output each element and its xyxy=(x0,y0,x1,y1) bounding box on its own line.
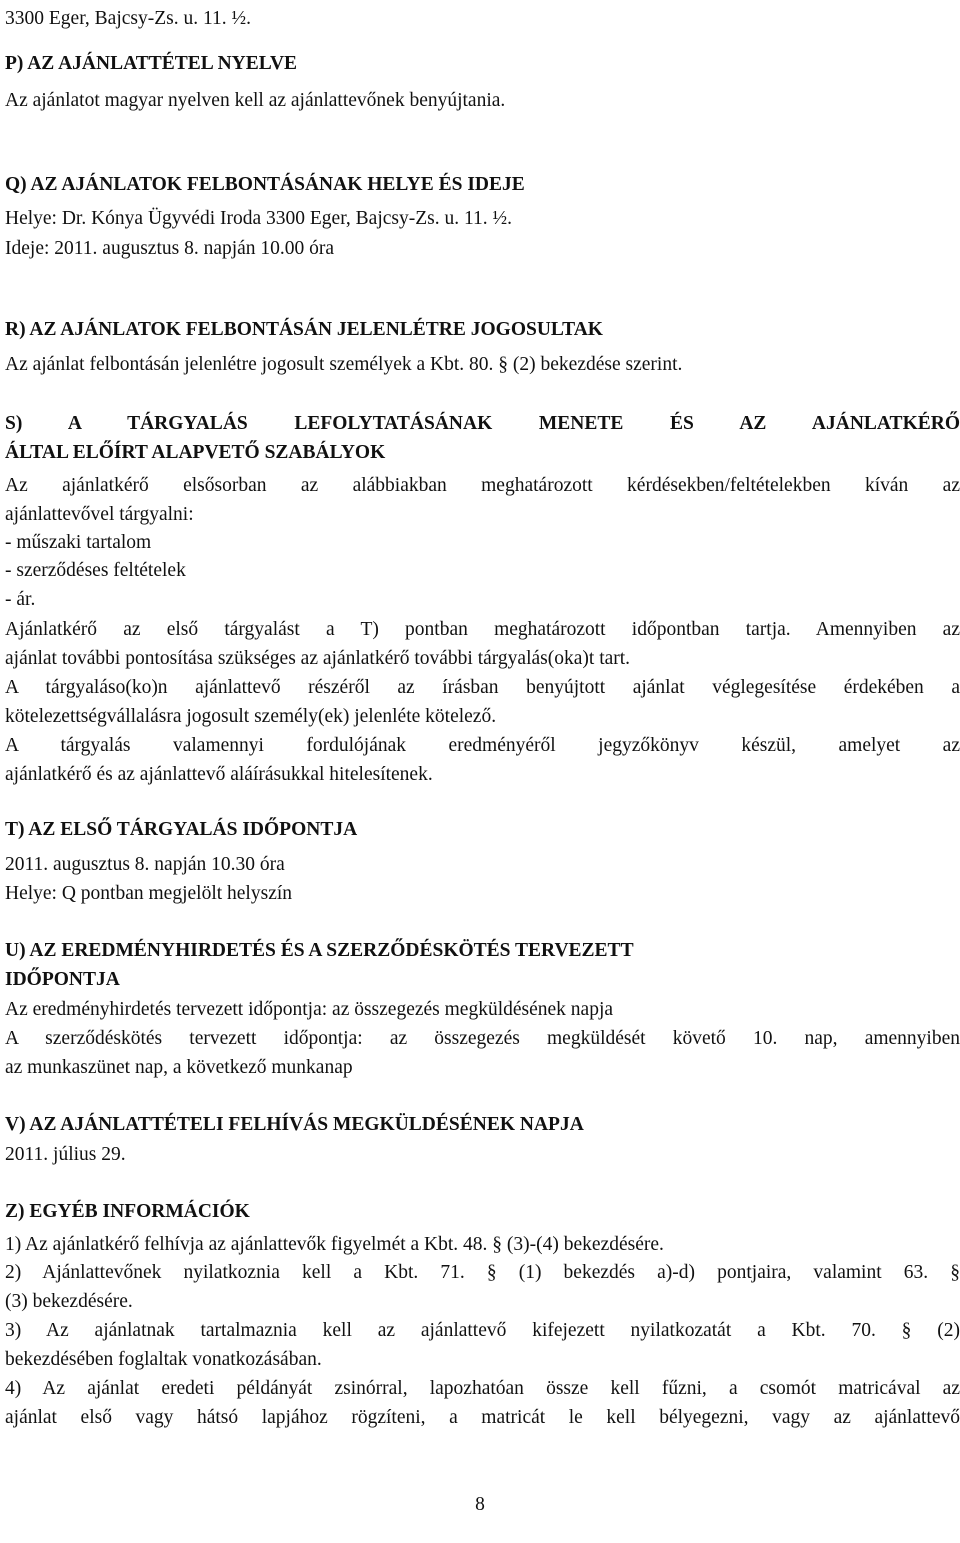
section-s-paragraph-1-line-2: ajánlattevővel tárgyalni: xyxy=(5,504,194,525)
section-u-contract-date-line-2: az munkaszünet nap, a következő munkanap xyxy=(5,1057,353,1078)
section-u-contract-date-line-1: A szerződéskötés tervezett időpontja: az összegezés megküldését követő 10. nap, amennyiben xyxy=(5,1028,960,1049)
section-z-item-4-line-1: 4) Az ajánlat eredeti példányát zsinórral, lapozhatóan össze kell fűzni, a csomót matricával az xyxy=(5,1378,960,1399)
section-p-heading: P) AZ AJÁNLATTÉTEL NYELVE xyxy=(5,53,298,74)
section-s-paragraph-2-line-1: Ajánlatkérő az első tárgyalást a T) pontban meghatározott időpontban tartja. Amennyiben az xyxy=(5,619,960,640)
section-z-item-3-line-2: bekezdésében foglaltak vonatkozásában. xyxy=(5,1349,322,1370)
section-z-item-2-line-1: 2) Ajánlattevőnek nyilatkoznia kell a Kbt. 71. § (1) bekezdés a)-d) pontjaira, valamint 63. § xyxy=(5,1262,960,1283)
list-item: - műszaki tartalom xyxy=(5,532,152,553)
section-q-place: Helye: Dr. Kónya Ügyvédi Iroda 3300 Eger, Bajcsy-Zs. u. 11. ½. xyxy=(5,208,513,229)
list-item: - ár. xyxy=(5,589,36,610)
section-t-heading: T) AZ ELSŐ TÁRGYALÁS IDŐPONTJA xyxy=(5,819,358,840)
section-s-paragraph-4-line-2: ajánlatkérő és az ajánlattevő aláírásukkal hitelesítenek. xyxy=(5,764,433,785)
section-z-heading: Z) EGYÉB INFORMÁCIÓK xyxy=(5,1201,250,1222)
section-q-heading: Q) AZ AJÁNLATOK FELBONTÁSÁNAK HELYE ÉS IDEJE xyxy=(5,174,525,195)
section-t-date: 2011. augusztus 8. napján 10.30 óra xyxy=(5,854,285,875)
section-u-result-date: Az eredményhirdetés tervezett időpontja: az összegezés megküldésének napja xyxy=(5,999,614,1020)
address-line: 3300 Eger, Bajcsy-Zs. u. 11. ½. xyxy=(5,8,251,29)
section-p-text: Az ajánlatot magyar nyelven kell az ajánlattevőnek benyújtania. xyxy=(5,90,506,111)
section-z-item-2-line-2: (3) bekezdésére. xyxy=(5,1291,133,1312)
section-q-time: Ideje: 2011. augusztus 8. napján 10.00 óra xyxy=(5,238,335,259)
section-z-item-3-line-1: 3) Az ajánlatnak tartalmaznia kell az ajánlattevő kifejezett nyilatkozatát a Kbt. 70. § (2) xyxy=(5,1320,960,1341)
section-r-text: Az ajánlat felbontásán jelenlétre jogosult személyek a Kbt. 80. § (2) bekezdése szerint. xyxy=(5,354,683,375)
section-z-item-4-line-2: ajánlat első vagy hátsó lapjához rögzíteni, a matricát le kell bélyegezni, vagy az ajánlattevő xyxy=(5,1407,960,1428)
section-s-paragraph-3-line-2: kötelezettségvállalásra jogosult személy(ek) jelenléte kötelező. xyxy=(5,706,497,727)
section-u-heading-line-1: U) AZ EREDMÉNYHIRDETÉS ÉS A SZERZŐDÉSKÖTÉS TERVEZETT xyxy=(5,940,634,961)
section-s-paragraph-3-line-1: A tárgyaláso(ko)n ajánlattevő részéről az írásban benyújtott ajánlat véglegesítése érdekében a xyxy=(5,677,960,698)
section-s-heading-line-2: ÁLTAL ELŐÍRT ALAPVETŐ SZABÁLYOK xyxy=(5,442,386,463)
section-s-paragraph-2-line-2: ajánlat további pontosítása szükséges az ajánlatkérő további tárgyalás(oka)t tart. xyxy=(5,648,631,669)
section-s-paragraph-1-line-1: Az ajánlatkérő elsősorban az alábbiakban meghatározott kérdésekben/feltételekben kíván az xyxy=(5,475,960,496)
section-z-item-1: 1) Az ajánlatkérő felhívja az ajánlattevők figyelmét a Kbt. 48. § (3)-(4) bekezdésére. xyxy=(5,1234,664,1255)
section-s-heading-line-1: S) A TÁRGYALÁS LEFOLYTATÁSÁNAK MENETE ÉS AZ AJÁNLATKÉRŐ xyxy=(5,413,960,434)
list-item: - szerződéses feltételek xyxy=(5,560,186,581)
section-v-date: 2011. július 29. xyxy=(5,1144,126,1165)
section-s-paragraph-4-line-1: A tárgyalás valamennyi fordulójának eredményéről jegyzőkönyv készül, amelyet az xyxy=(5,735,960,756)
section-t-place: Helye: Q pontban megjelölt helyszín xyxy=(5,883,293,904)
section-v-heading: V) AZ AJÁNLATTÉTELI FELHÍVÁS MEGKÜLDÉSÉNEK NAPJA xyxy=(5,1114,584,1135)
section-u-heading-line-2: IDŐPONTJA xyxy=(5,969,120,990)
page-number: 8 xyxy=(475,1494,485,1515)
section-r-heading: R) AZ AJÁNLATOK FELBONTÁSÁN JELENLÉTRE JOGOSULTAK xyxy=(5,319,603,340)
